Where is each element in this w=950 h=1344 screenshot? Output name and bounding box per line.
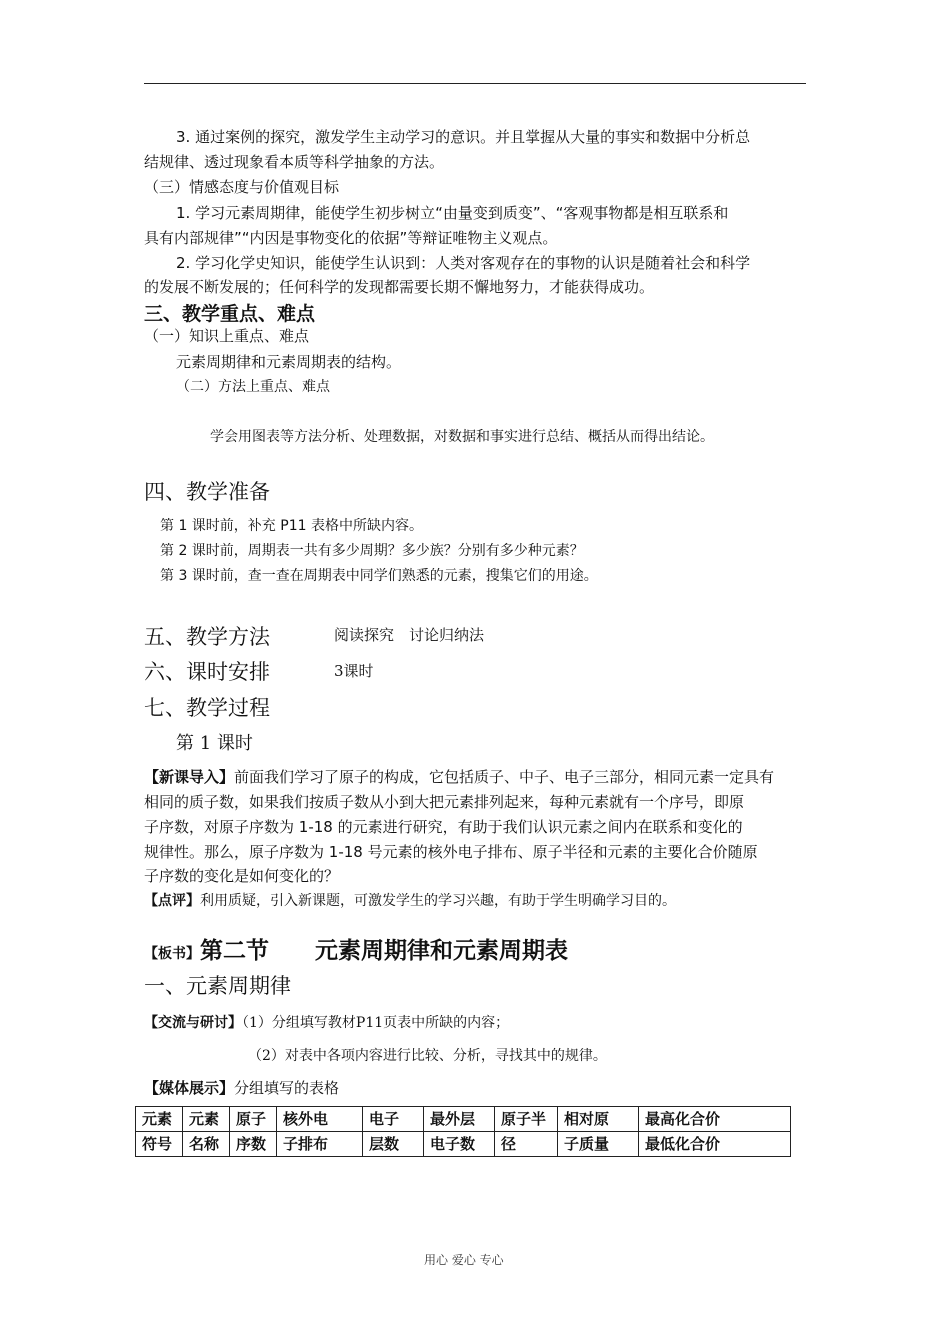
- method-value: 阅读探究 讨论归纳法: [334, 626, 485, 644]
- intro-line2: 相同的质子数，如果我们按质子数从小到大把元素排列起来，每种元素就有一个序号，即原: [144, 793, 745, 811]
- section-3-title: （三）情感态度与价值观目标: [144, 178, 340, 196]
- table-cell: 最高化合价: [639, 1107, 791, 1132]
- table-cell: 原子半: [495, 1107, 558, 1132]
- sub-heading: 一、元素周期律: [144, 974, 291, 998]
- intro-line3: 子序数，对原子序数为 1-18 的元素进行研究，有助于我们认识元素之间内在联系和变化的: [144, 818, 743, 836]
- media-text: 分组填写的表格: [234, 1079, 340, 1097]
- table-cell: 核外电: [277, 1107, 363, 1132]
- key-points-sub2-text: 学会用图表等方法分析、处理数据，对数据和事实进行总结、概括从而得出结论。: [210, 429, 714, 445]
- table-cell: 子排布: [277, 1132, 363, 1157]
- board-title: 第二节 元素周期律和元素周期表: [200, 938, 568, 964]
- lesson-title: 第 1 课时: [176, 733, 253, 754]
- discuss-1: （1）分组填写教材P11页表中所缺的内容；: [242, 1015, 510, 1031]
- s3-item2-line1: 2. 学习化学史知识，能使学生认识到：人类对客观存在的事物的认识是随着社会和科学: [176, 254, 751, 272]
- table-cell: 最外层: [424, 1107, 495, 1132]
- discuss-label: 【交流与研讨】: [144, 1015, 242, 1031]
- table-cell: 电子数: [424, 1132, 495, 1157]
- discuss-2: （2）对表中各项内容进行比较、分析，寻找其中的规律。: [248, 1048, 607, 1064]
- key-points-sub1-text: 元素周期律和元素周期表的结构。: [176, 353, 402, 371]
- intro-line5: 子序数的变化是如何变化的？: [144, 867, 340, 885]
- table-cell: 层数: [363, 1132, 424, 1157]
- comment-text: 利用质疑，引入新课题，可激发学生的学习兴趣，有助于学生明确学习目的。: [200, 893, 676, 909]
- table-cell: 符号: [136, 1132, 183, 1157]
- s3-item1-line1: 1. 学习元素周期律，能使学生初步树立“由量变到质变”、“客观事物都是相互联系和: [176, 204, 729, 222]
- preparation-line2: 第 2 课时前，周期表一共有多少周期？多少族？分别有多少种元素？: [160, 543, 584, 559]
- table-cell: 相对原: [558, 1107, 639, 1132]
- objective-3-line2: 结规律、透过现象看本质等科学抽象的方法。: [144, 153, 445, 171]
- s3-item1-line2: 具有内部规律”“内因是事物变化的依据”等辩证唯物主义观点。: [144, 229, 558, 247]
- s3-item2-line2: 的发展不断发展的；任何科学的发现都需要长期不懈地努力，才能获得成功。: [144, 278, 655, 296]
- table-cell: 名称: [183, 1132, 230, 1157]
- table-cell: 径: [495, 1132, 558, 1157]
- table-cell: 序数: [230, 1132, 277, 1157]
- method-heading: 五、教学方法: [144, 625, 270, 649]
- schedule-value: 3课时: [334, 662, 374, 680]
- preparation-line3: 第 3 课时前，查一查在周期表中同学们熟悉的元素，搜集它们的用途。: [160, 568, 598, 584]
- media-label: 【媒体展示】: [144, 1079, 235, 1097]
- intro-line4: 规律性。那么，原子序数为 1-18 号元素的核外电子排布、原子半径和元素的主要化合价随原: [144, 843, 758, 861]
- table-cell: 子质量: [558, 1132, 639, 1157]
- key-points-sub2: （二）方法上重点、难点: [176, 379, 330, 395]
- comment-label: 【点评】: [144, 893, 200, 909]
- intro-label: 【新课导入】: [144, 768, 235, 786]
- objective-3-line1: 3. 通过案例的探究，激发学生主动学习的意识。并且掌握从大量的事实和数据中分析总: [176, 128, 751, 146]
- table-cell: 原子: [230, 1107, 277, 1132]
- table-row: [136, 1132, 791, 1157]
- element-properties-table: [135, 1106, 791, 1157]
- table-row: [136, 1107, 791, 1132]
- header-rule: [144, 83, 806, 84]
- preparation-line1: 第 1 课时前，补充 P11 表格中所缺内容。: [160, 518, 423, 534]
- table-cell: 元素: [136, 1107, 183, 1132]
- page-footer: 用心 爱心 专心: [424, 1253, 504, 1267]
- table-cell: 电子: [363, 1107, 424, 1132]
- key-points-heading: 三、教学重点、难点: [144, 303, 316, 325]
- key-points-sub1: （一）知识上重点、难点: [144, 327, 310, 345]
- board-label: 【板书】: [144, 946, 200, 962]
- process-heading: 七、教学过程: [144, 696, 270, 720]
- intro-line1: 前面我们学习了原子的构成，它包括质子、中子、电子三部分，相同元素一定具有: [234, 768, 775, 786]
- schedule-heading: 六、课时安排: [144, 660, 270, 684]
- table-cell: 元素: [183, 1107, 230, 1132]
- preparation-heading: 四、教学准备: [144, 480, 270, 504]
- table-cell: 最低化合价: [639, 1132, 791, 1157]
